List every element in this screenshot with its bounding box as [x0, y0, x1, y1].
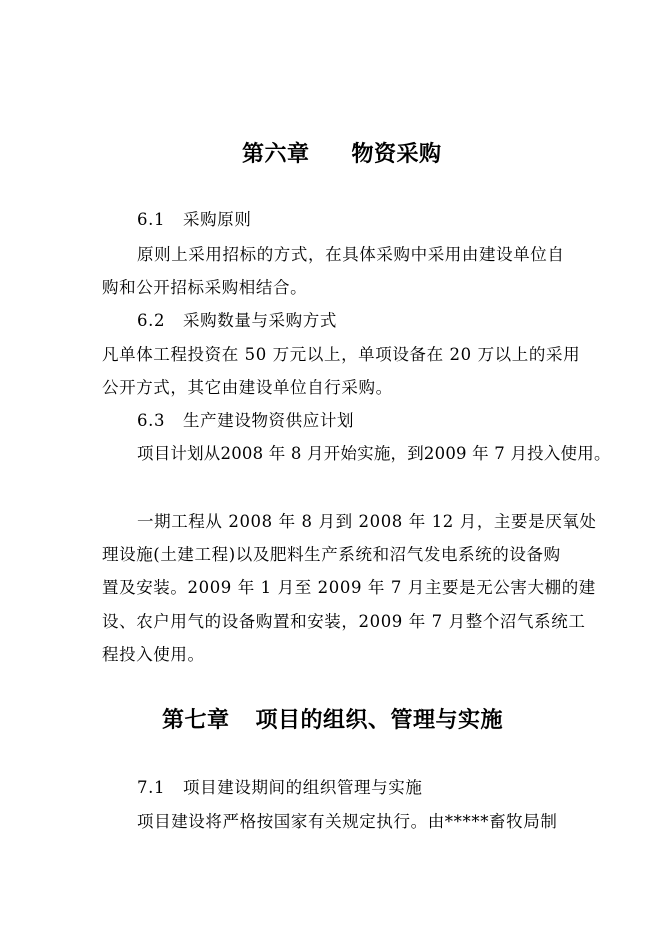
section-6-3-heading — [137, 410, 354, 432]
section-6-3-para-line-3: 置及安装。2009 年 1 月至 2009 年 7 月主要是无公害大棚的建 — [102, 578, 596, 597]
section-6-1-para-line-2: 购和公开招标采购相结合。 — [102, 278, 308, 297]
section-6-1-number: 6.1 — [137, 210, 166, 229]
section-6-3-para-line-1: 一期工程从 2008 年 8 月到 2008 年 12 月，主要是厌氧处 — [137, 512, 597, 531]
section-6-3-para-line-5: 程投入使用。 — [102, 645, 205, 664]
chapter-6-title: 物资采购 — [351, 141, 442, 167]
section-6-2-para-line-2: 公开方式，其它由建设单位自行采购。 — [102, 378, 393, 397]
section-6-1-para-line-1: 原则上采用招标的方式，在具体采购中采用由建设单位自 — [137, 245, 565, 264]
chapter-7-heading — [162, 705, 503, 735]
chapter-7-title: 项目的组织、管理与实施 — [255, 707, 504, 733]
section-6-1-title: 采购原则 — [183, 210, 252, 229]
section-7-1-para-line-1: 项目建设将严格按国家有关规定执行。由*****畜牧局制 — [137, 812, 558, 831]
section-6-3-title: 生产建设物资供应计划 — [183, 411, 355, 430]
section-6-3-para-line-2: 理设施(土建工程)以及肥料生产系统和沼气发电系统的设备购 — [102, 545, 561, 564]
section-6-3-number: 6.3 — [137, 411, 166, 430]
section-7-1-heading — [137, 777, 422, 799]
section-7-1-number: 7.1 — [137, 778, 166, 797]
chapter-6-heading — [242, 139, 442, 169]
section-6-1-heading — [137, 209, 251, 231]
chapter-6-label: 第六章 — [242, 141, 310, 167]
section-6-2-title: 采购数量与采购方式 — [183, 311, 337, 330]
section-6-2-number: 6.2 — [137, 311, 166, 330]
chapter-7-label: 第七章 — [162, 707, 230, 733]
section-6-2-heading — [137, 310, 337, 332]
section-6-2-para-line-1: 凡单体工程投资在 50 万元以上，单项设备在 20 万以上的采用 — [102, 345, 581, 364]
section-6-3-para-line-4: 设、农户用气的设备购置和安装，2009 年 7 月整个沼气系统工 — [102, 612, 586, 631]
section-7-1-title: 项目建设期间的组织管理与实施 — [183, 778, 423, 797]
section-6-3-intro: 项目计划从2008 年 8 月开始实施，到2009 年 7 月投入使用。 — [137, 444, 611, 463]
